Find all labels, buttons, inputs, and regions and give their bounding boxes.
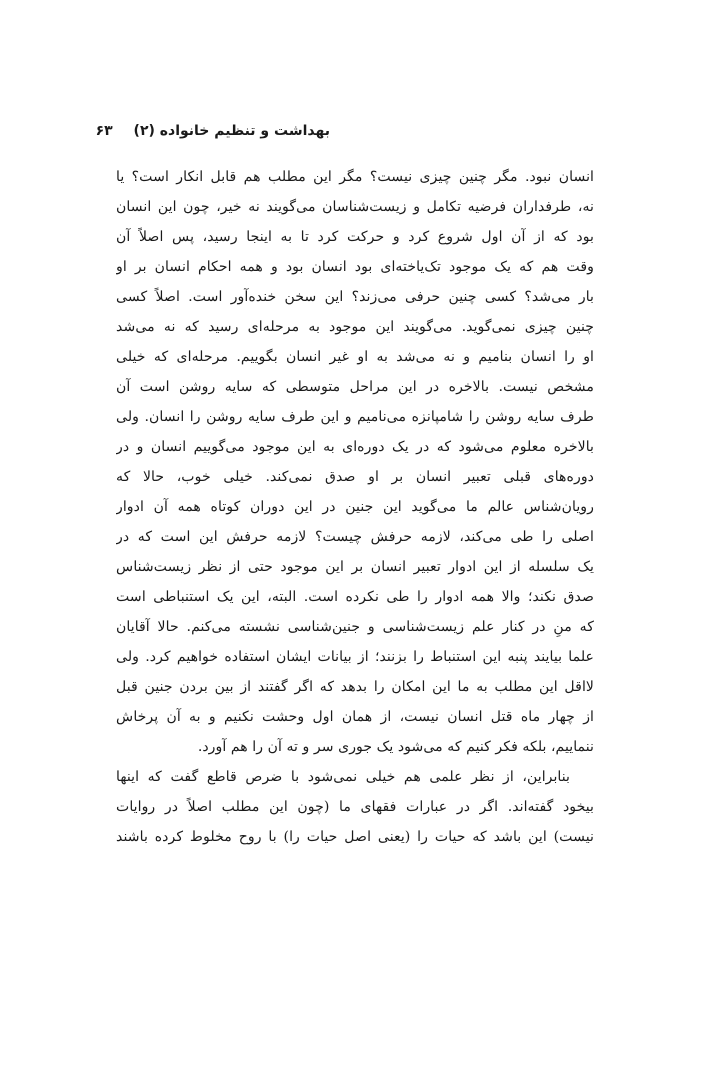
text-line: وقت هم که یک موجود تک‌یاخته‌ای بود انسان بود و همه احکام انسان بر او [116, 259, 594, 275]
text-line: صدق نکند؛ والا همه ادوار را طی نکرده است. البته، این یک استنباطی است [116, 589, 594, 605]
body-text [116, 162, 594, 852]
text-line: لااقل این مطلب به ما این امکان را بدهد که اگر گفتند از بین بردن جنین قبل [116, 679, 594, 695]
text-line: ننماییم، بلکه فکر کنیم که می‌شود یک جوری سر و ته آن را هم آورد. [197, 739, 594, 755]
text-line: که منِ در کنار علم زیست‌شناسی و جنین‌شناسی نشسته می‌کنم. حالا آقایان [116, 619, 594, 635]
text-line: دوره‌های قبلی تعبیر انسان بر او صدق نمی‌کند. خیلی خوب، حالا که [116, 469, 594, 485]
running-header-title: بهداشت و تنظیم خانواده (۲) [133, 123, 330, 139]
text-line: علما بیایند پنبه این استنباط را بزنند؛ از بیانات ایشان استفاده خواهیم کرد. ولی [116, 649, 594, 665]
text-line: بود که از آن اول شروع کرد و حرکت کرد تا به اینجا رسید، پس اصلاً آن [116, 229, 594, 245]
text-line: مشخص نیست. بالاخره در این مراحل متوسطی که سایه روشن است آن [116, 379, 594, 395]
text-line: چنین چیزی نمی‌گوید. می‌گویند این موجود به مرحله‌ای رسید که نه می‌شد [116, 319, 594, 335]
text-line: نیست) این باشد که حیات را (یعنی اصل حیات را) با روح مخلوط کرده باشند [116, 829, 594, 845]
text-line: انسان نبود. مگر چنین چیزی نیست؟ مگر این مطلب هم قابل انکار است؟ یا [116, 169, 594, 185]
page-number: ۶۳ [95, 123, 113, 139]
text-line: نه، طرفداران فرضیه تکامل و زیست‌شناسان می‌گویند نه خیر، چون این انسان [116, 199, 594, 215]
text-line: یک سلسله از این ادوار تعبیر انسان بر این موجود حتی از نظر زیست‌شناس [116, 559, 594, 575]
text-line: طرف سایه روشن را شامپانزه می‌نامیم و این طرف سایه روشن را انسان. ولی [116, 409, 594, 425]
text-line: بنابراین، از نظر علمی هم خیلی نمی‌شود با ضرص قاطع گفت که اینها [116, 769, 570, 785]
running-header [95, 120, 330, 142]
text-line: رویان‌شناس عالم ما می‌گوید این جنین در این دوران کوتاه همه آن ادوار [116, 499, 594, 515]
text-line: بار می‌شد؟ کسی چنین حرفی می‌زند؟ این سخن خنده‌آور است. اصلاً کسی [116, 289, 594, 305]
text-line: بالاخره معلوم می‌شود که در یک دوره‌ای به این موجود می‌گوییم انسان و در [116, 439, 594, 455]
text-line: از چهار ماه قتل انسان نیست، از همان اول وحشت نکنیم و به آن پرخاش [116, 709, 594, 725]
text-line: او را انسان بنامیم و نه می‌شد به او غیر انسان بگوییم. مرحله‌ای که خیلی [116, 349, 594, 365]
text-line: بیخود گفته‌اند. اگر در عبارات فقهای ما (چون این مطلب اصلاً در روایات [116, 799, 594, 815]
text-line: اصلی را طی می‌کند، لازمه حرفش چیست؟ لازمه حرفش این است که در [116, 529, 594, 545]
